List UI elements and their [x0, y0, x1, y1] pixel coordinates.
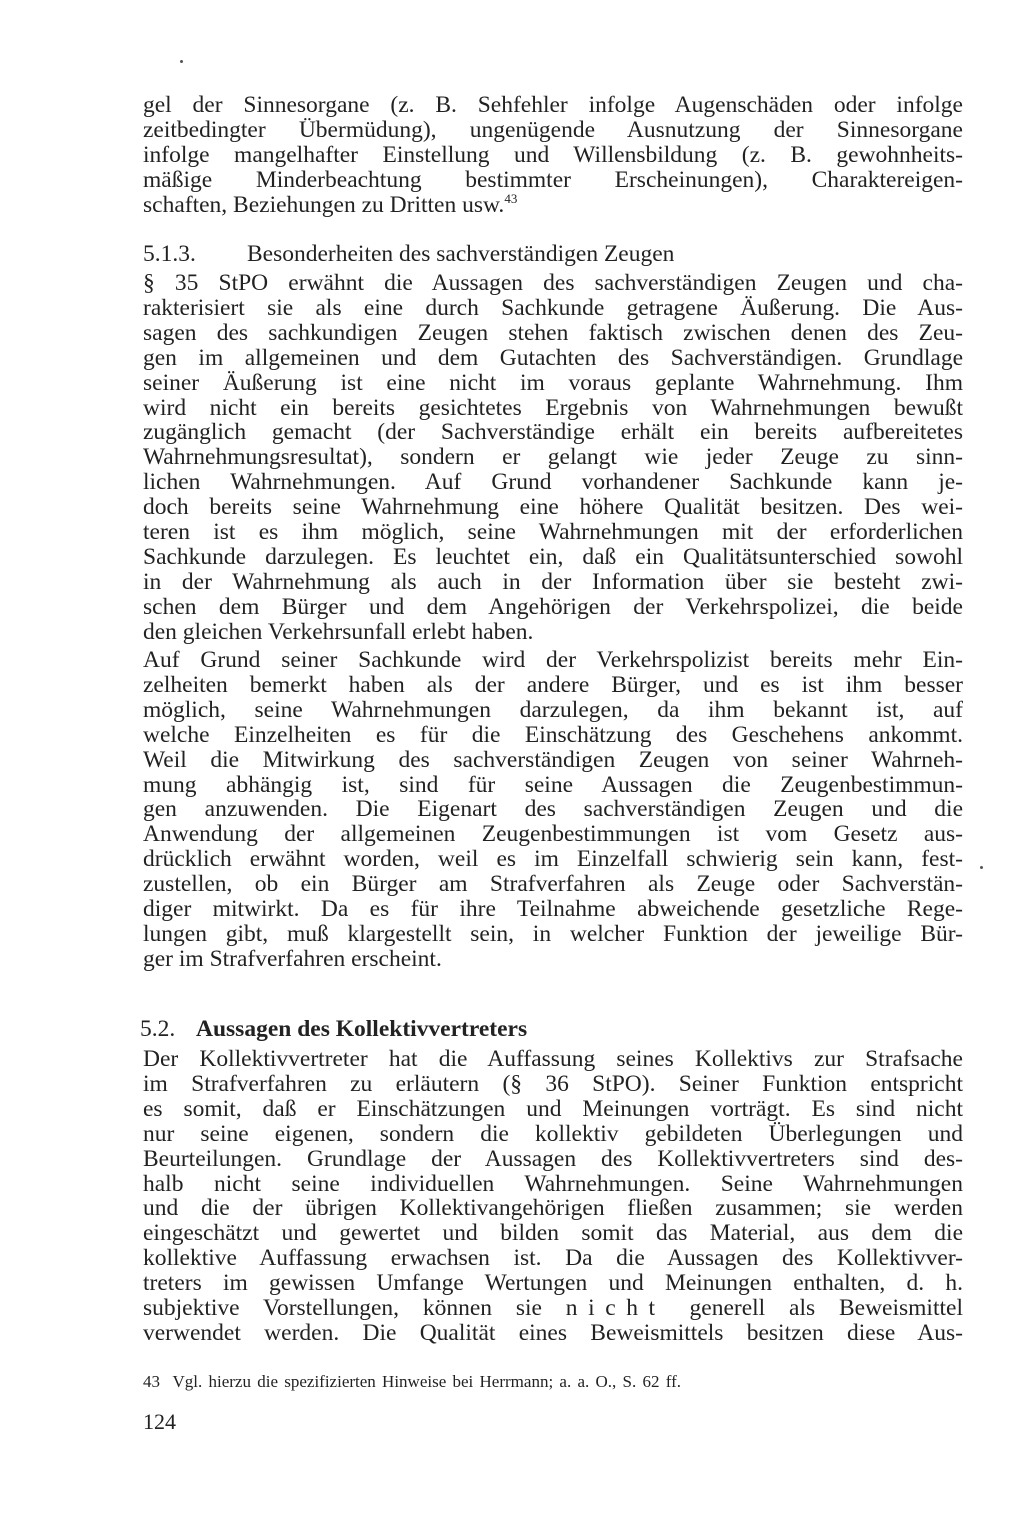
text-line: treters im gewissen Umfange Wertungen und Meinungen enthalten, d. h.: [143, 1270, 963, 1297]
text-line: im Strafverfahren zu erläutern (§ 36 StPO). Seiner Funktion entspricht: [143, 1070, 963, 1097]
section-heading: [140, 1016, 527, 1042]
text-line: Wahrnehmungsresultat), sondern er gelangt wie jeder Zeuge zu sinn-: [143, 444, 963, 471]
spaced-emphasis: nicht: [565, 1295, 666, 1322]
subsection-number: 5.1.3.: [143, 241, 196, 267]
text-line: möglich, seine Wahrnehmungen darzulegen, da ihm bekannt ist, auf: [143, 696, 963, 723]
text-line: es somit, daß er Einschätzungen und Meinungen vorträgt. Es sind nicht: [143, 1095, 963, 1122]
paragraph-expert-witness: [143, 271, 963, 645]
text-line: ger im Strafverfahren erscheint.: [143, 945, 442, 972]
text-fragment: generell als Beweismittel: [665, 1295, 963, 1322]
footnote-number: 43: [143, 1372, 160, 1391]
text-line: infolge mangelhafter Einstellung und Willensbildung (z. B. gewohnheits-: [143, 141, 963, 168]
text-line: nur seine eigenen, sondern die kollektiv gebildeten Überlegungen und: [143, 1120, 963, 1147]
page-number: 124: [143, 1409, 176, 1434]
text-line: lichen Wahrnehmungen. Auf Grund vorhandener Sachkunde kann je-: [143, 469, 963, 496]
text-line: zeitbedingter Übermüdung), ungenügende Ausnutzung der Sinnesorgane: [143, 116, 963, 143]
text-line: Der Kollektivvertreter hat die Auffassung seines Kollektivs zur Strafsache: [143, 1046, 963, 1072]
text-line: Auf Grund seiner Sachkunde wird der Verkehrspolizist bereits mehr Ein-: [143, 647, 963, 673]
text-line: eingeschätzt und gewertet und bilden somit das Material, aus dem die: [143, 1220, 963, 1247]
text-line: [143, 190, 963, 218]
subsection-heading: [143, 241, 674, 267]
text-fragment: schaften, Beziehungen zu Dritten usw.: [143, 191, 505, 218]
text-line: Weil die Mitwirkung des sachverständigen Zeugen von seiner Wahrneh-: [143, 746, 963, 773]
paper-speck: [180, 60, 183, 63]
text-line: Anwendung der allgemeinen Zeugenbestimmungen ist vom Gesetz aus-: [143, 821, 963, 848]
footnote: [143, 1371, 681, 1393]
text-line: und die der übrigen Kollektivangehörigen fließen zusammen; sie werden: [143, 1195, 963, 1222]
text-line: den gleichen Verkehrsunfall erlebt haben.: [143, 618, 534, 645]
paragraph-intro: [143, 93, 963, 218]
text-line: gel der Sinnesorgane (z. B. Sehfehler infolge Augenschäden oder infolge: [143, 92, 963, 118]
subsection-title: Besonderheiten des sachverständigen Zeugen: [247, 241, 675, 267]
text-line: seiner Äußerung ist eine nicht im voraus geplante Wahrnehmung. Ihm: [143, 369, 963, 396]
text-line: zugänglich gemacht (der Sachverständige erhält ein bereits aufbereitetes: [143, 419, 963, 446]
text-line: schen dem Bürger und dem Angehörigen der Verkehrspolizei, die beide: [143, 593, 963, 620]
text-line: § 35 StPO erwähnt die Aussagen des sachverständigen Zeugen und cha-: [143, 270, 963, 296]
text-line: [143, 1296, 963, 1321]
paragraph-collective-representative: [143, 1047, 963, 1346]
text-line: Beurteilungen. Grundlage der Aussagen des Kollektivvertreters sind des-: [143, 1145, 963, 1172]
text-line: welche Einzelheiten es für die Einschätzung des Geschehens ankommt.: [143, 721, 963, 748]
text-line: gen im allgemeinen und dem Gutachten des Sachverständigen. Grundlage: [143, 344, 963, 371]
text-line: zelheiten bemerkt haben als der andere Bürger, und es ist ihm besser: [143, 671, 963, 698]
text-line: teren ist es ihm möglich, seine Wahrnehmungen mit der erforderlichen: [143, 519, 963, 546]
text-line: verwendet werden. Die Qualität eines Beweismittels besitzen diese Aus-: [143, 1319, 963, 1346]
text-line: diger mitwirkt. Da es für ihre Teilnahme abweichende gesetzliche Rege-: [143, 896, 963, 923]
text-line: mung abhängig ist, sind für seine Aussagen die Zeugenbestimmun-: [143, 771, 963, 798]
paragraph-traffic-police: [143, 648, 963, 972]
section-number: 5.2.: [140, 1016, 176, 1042]
paper-speck: [980, 866, 983, 869]
text-line: kollektive Auffassung erwachsen ist. Da die Aussagen des Kollektivver-: [143, 1245, 963, 1272]
text-line: sagen des sachkundigen Zeugen stehen faktisch zwischen denen des Zeu-: [143, 319, 963, 346]
text-line: doch bereits seine Wahrnehmung eine höhere Qualität besitzen. Des wei-: [143, 494, 963, 521]
section-title: Aussagen des Kollektivvertreters: [196, 1016, 528, 1042]
text-line: drücklich erwähnt worden, weil es im Einzelfall schwierig sein kann, fest-: [143, 846, 963, 873]
text-line: rakterisiert sie als eine durch Sachkunde getragene Äußerung. Die Aus-: [143, 294, 963, 321]
text-line: halb nicht seine individuellen Wahrnehmungen. Seine Wahrnehmungen: [143, 1170, 963, 1197]
text-line: gen anzuwenden. Die Eigenart des sachverständigen Zeugen und die: [143, 796, 963, 823]
footnote-text: Vgl. hierzu die spezifizierten Hinweise bei Herrmann; a. a. O., S. 62 ff.: [172, 1372, 681, 1391]
text-line: Sachkunde darzulegen. Es leuchtet ein, daß ein Qualitätsunterschied sowohl: [143, 543, 963, 570]
text-line: in der Wahrnehmung als auch in der Information über sie besteht zwi-: [143, 568, 963, 595]
text-fragment: subjektive Vorstellungen, können sie: [143, 1295, 566, 1322]
text-line: lungen gibt, muß klargestellt sein, in welcher Funktion der jeweilige Bür-: [143, 920, 963, 947]
footnote-reference: 43: [504, 190, 518, 206]
text-line: wird nicht ein bereits gesichtetes Ergebnis von Wahrnehmungen bewußt: [143, 394, 963, 421]
text-line: zustellen, ob ein Bürger am Strafverfahren als Zeuge oder Sachverstän-: [143, 871, 963, 898]
text-line: mäßige Minderbeachtung bestimmter Erscheinungen), Charaktereigen-: [143, 166, 963, 193]
